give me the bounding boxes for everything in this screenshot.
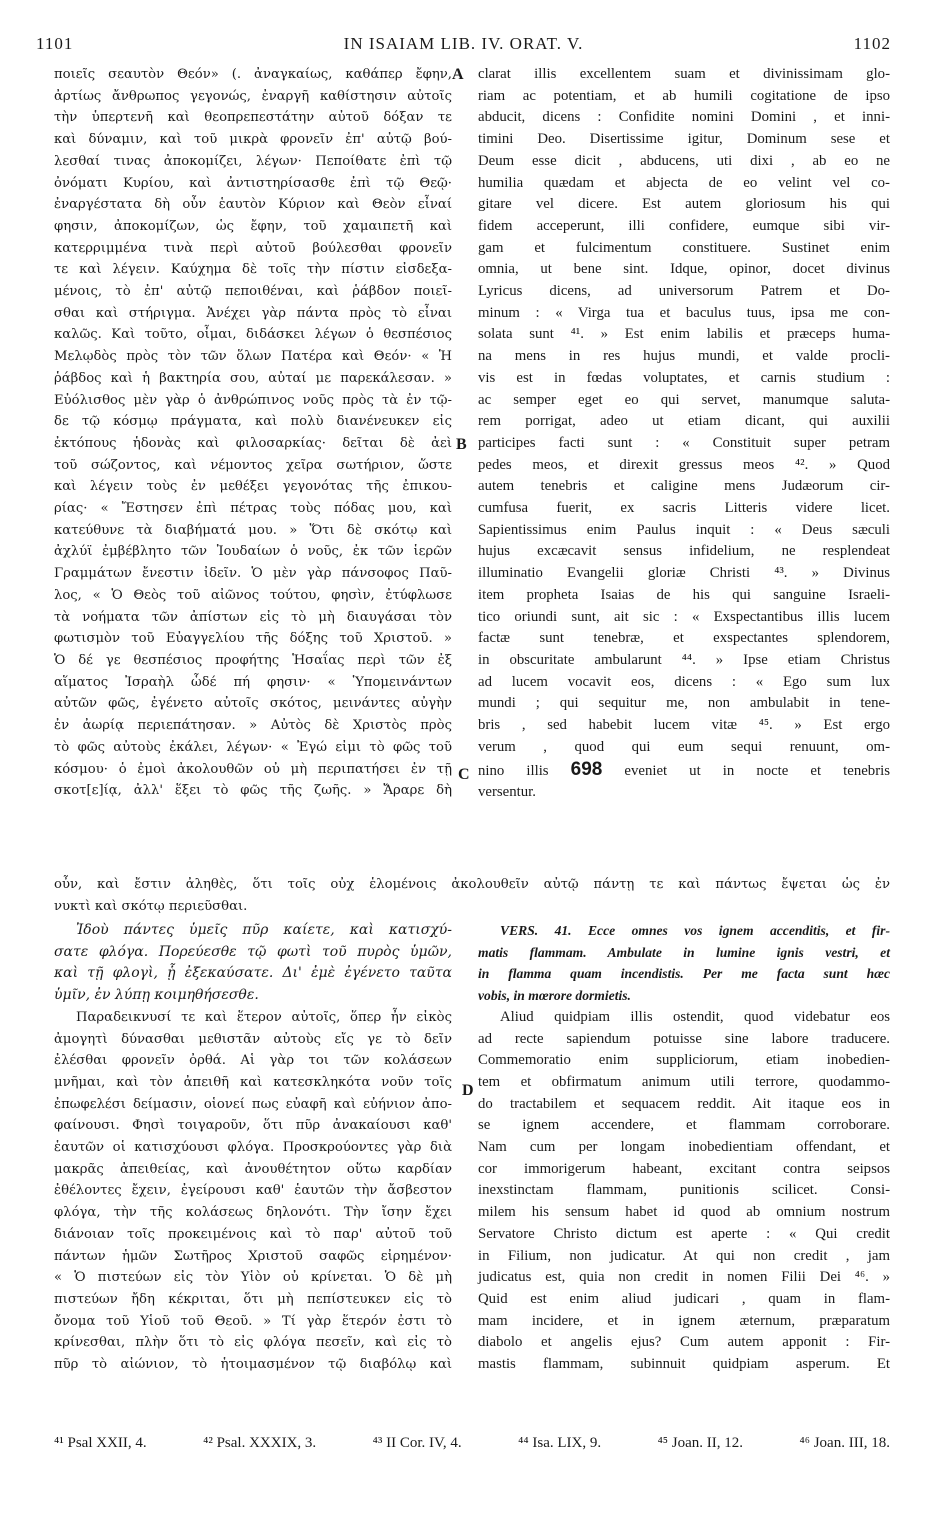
latin-line-12: minum : « Virga tua et baculus tuus, ipsa me con- [478,304,890,321]
greek-lower-line-14: πιστεύων ἤδη κέκριται, ὅτι μὴ πεπίστευκεν εἰς τὸ [54,1291,452,1307]
greek-line-6: ὀνόματι Κυρίου, καὶ ἀντιστηρίσασθε ἐπὶ τῷ Θεῷ· [54,175,452,191]
latin-line-20: autem tenebris et caligine mens Judæorum cir- [478,478,890,495]
greek-lower-line-5: ἐπωφελέσι δείμασιν, οἱονεί πως εὐαφῆ καὶ εὐήνιον ἀπο- [54,1096,452,1112]
greek-line-34: σκοτ[ε]ίᾳ, ἀλλ' ἕξει τὸ φῶς τῆς ζωῆς. » Ἄραρε δὴ [54,783,452,799]
greek-line-31: ἐν ἀωρίᾳ περιεπάτησαν. » Αὐτὸς δὲ Χριστὸς πρὸς [54,718,452,734]
latin-lower-line-4: tem et obfirmatum animum utili terrore, quodammo- [478,1073,890,1090]
latin-lower-line-6: se ignem accendere, et flammam corroborare. [478,1117,890,1134]
latin-verse-line-2: matis flammam. Ambulate in lumine ignis vestri, et [478,944,890,960]
greek-full-width [54,874,890,917]
latin-line-4: timini Deo. Disertissime igitur, Dominum sese et [478,131,890,148]
latin-fragment-before: nino illis [478,762,549,779]
greek-line-26: τὰ νοήματα τῶν ἀπίστων εἰς τὸ μὴ διαυγάσαι τὸν [54,609,452,625]
greek-full-line-1: οὖν, καὶ ἔστιν ἀληθὲς, ὅτι τοῖς οὐχ ἑλομένοις ἀκολουθεῖν αὐτῷ πάντῃ τε καὶ πάντως ἔψεται ὡς ἐν [54,877,890,892]
greek-line-33: κόσμου· ὁ ἐμοὶ ἀκολουθῶν οὐ μὴ περιπατήσει ἐν τῇ [54,761,452,777]
greek-line-16: Εὐόλισθος μὲν γὰρ ὁ ἀνθρώπινος νοῦς πρὸς τὰ ἐν τῷ- [54,392,452,408]
latin-line-5: Deum esse dicit , abducens, uti dixi , ab eo ne [478,152,890,169]
latin-line-24: illuminatio Evangelii gloriæ Christi ⁴³. » Divinus [478,565,890,582]
latin-lower-line-17: mastis flammam, subinnuit quidpiam asperum. Et [478,1356,890,1373]
latin-lines-lower [478,1007,890,1376]
latin-line-28: in obscuritate ambularunt ⁴⁴. » Ipse etiam Christus [478,651,890,668]
latin-line-32: verum , quod qui eum sequi renuunt, om- [478,738,890,755]
greek-lower-line-17: πῦρ τὸ αἰώνιον, τὸ ἡτοιμασμένον τῷ διαβόλῳ καὶ [54,1357,452,1373]
greek-line-12: σθαι καὶ στήριγμα. Ἀνέχει γὰρ πάντα πρὸς τὸ εἶναι [54,305,452,321]
latin-line-14: na mens in res hujus mundi, et valde procli- [478,348,890,365]
latin-line-6: humilia quædam et abjecta de eo velint vel co- [478,174,890,191]
section-marker-a: A [452,66,464,83]
latin-line-23: hujus excæcavit sensus infidelium, ne resplendeat [478,543,890,560]
greek-line-10: τε καὶ λέγειν. Καύχημα δὲ τοῖς τὴν πίστιν εἰσδεξα- [54,262,452,278]
greek-line-13: καλῶς. Καὶ τοῦτο, οἶμαι, διδάσκει λέγων ὁ θεσπέσιος [54,327,452,343]
greek-line-7: ἐναργέστατα δὴ οὖν ἑαυτὸν Κύριον καὶ Θεὸν εἶναί [54,197,452,213]
latin-fragment-after: eveniet ut in nocte et tenebris [624,762,890,779]
greek-line-20: καὶ λέγειν τοὺς ἐν μεθέξει γεγονότας τῆς ἐπικου- [54,479,452,495]
latin-line-9: gam et fulcimentum constituere. Sustinet enim [478,239,890,256]
greek-line-17: δε τῷ κόσμῳ πράγματα, καὶ πολὺ διανένευκεν εἰς [54,414,452,430]
latin-verse-line-3: in flamma quam incendistis. Per me facta sunt hæc [478,966,890,982]
greek-lower-line-16: κρίνεσθαι, πλὴν ὅτι τὸ εἰς φλόγα πεσεῖν, καὶ εἰς τὸ [54,1335,452,1351]
latin-line-29: ad lucem vocavit eos, dicens : « Ego sum lux [478,673,890,690]
running-title: IN ISAIAM LIB. IV. ORAT. V. [343,34,584,53]
greek-line-28: Ὁ δέ γε θεσπέσιος προφήτης Ἡσαΐας περὶ τῶν ἐξ [54,652,452,668]
greek-lower-line-9: ἐθέλοντες ἔχειν, ἐγείρουσι καθ' ἑαυτῶν τὴν ἄσβεστον [54,1183,452,1199]
latin-line-25: item propheta Isaias de his qui sanguine Israeli- [478,586,890,603]
greek-lines-upper [54,64,452,802]
latin-line-27: factæ sunt tenebræ, et exspectantes splendorem, [478,630,890,647]
greek-lower-line-1: Παραδεικνυσί τε καὶ ἕτερον αὐτοῖς, ὅπερ ἦν εἰκὸς [76,1009,452,1025]
greek-line-18: ἐκτόπους ἡδονὰς καὶ φιλοσαρκίας· δεῖται δὲ ἀεὶ [54,435,452,451]
latin-line-31: bris , sed habebit lucem vitæ ⁴⁵. » Est ergo [478,717,890,734]
latin-lower-line-11: Servatore Christo dictum est aperte : « Qui credit [478,1225,890,1242]
greek-full-line-2: νυκτὶ καὶ σκότῳ περιεῦσθαι. [54,898,248,914]
footnote-6: ⁴⁶ Joan. III, 18. [799,1435,890,1451]
greek-line-15: ῥάβδος καὶ ἡ βακτηρία σου, αὐταί με παρεκάλεσαν. » [54,370,452,386]
page-number-right: 1102 [853,34,891,53]
latin-line-15: vis est in fœdas voluptates, et carnis studium : [478,369,890,386]
footnote-5: ⁴⁵ Joan. II, 12. [657,1435,744,1451]
section-marker-d: D [462,1082,474,1099]
latin-verse-line-1: VERS. 41. Ecce omnes vos ignem accenditis, et fir- [500,923,890,938]
greek-line-5: λεσθαί τινας ἀποκομίζει, λέγων· Πεποίθατε ἐπὶ τῷ [54,153,452,169]
latin-lower-line-10: milem his sensum habet id quod ab omnium nostrum [478,1204,890,1221]
latin-line-8: fidem acceperunt, illi confidere, eumque sibi vir- [478,217,890,234]
latin-column-lower [478,920,890,1376]
running-header [36,34,891,56]
latin-line-16: ac semper eget eo qui servet, manumque saluta- [478,391,890,408]
latin-lower-line-9: inexstinctam flammam, punitionis scilicet. Consi- [478,1182,890,1199]
greek-lower-line-8: μακρᾶς ἀπειθείας, καὶ ἀνουθέτητον οὕτω καρδίαν [54,1161,452,1177]
greek-lower-line-13: « Ὁ πιστεύων εἰς τὸν Υἱὸν οὐ κρίνεται. Ὁ δὲ μὴ [54,1270,452,1286]
latin-line-22: Sapientissimus enim Paulus inquit : « Deus sæculi [478,521,890,538]
greek-lower-line-4: μνῆμαι, καὶ τὸν ἀπειθῆ καὶ κατεσκληκότα νοῦν τοῖς [54,1074,452,1090]
column-number: 698 [570,758,603,780]
greek-line-22: κατεύθυνε τὰ διαβήματά μου. » Ὅτι δὲ σκότῳ καὶ [54,522,452,538]
greek-line-19: τοῦ σώζοντος, καὶ νέμοντος χεῖρα σωτήριον, ὥστε [54,457,452,473]
greek-lower-line-7: ἑαυτῶν οἱ κατισχύουσι φλόγα. Προσκρούοντες γὰρ διὰ [54,1140,452,1156]
latin-line-11: Lyricus dicens, ad universorum Patrem et Do- [478,283,890,300]
greek-verse-heading [54,920,452,1007]
footnote-2: ⁴² Psal. XXXIX, 3. [203,1435,317,1451]
greek-line-14: Μελῳδὸς πρὸς τὸν τῶν ὅλων Πατέρα καὶ Θεόν· « Ἡ [54,349,452,365]
latin-line-19: pedes meos, et direxit gressus meos ⁴². » Quod [478,456,890,473]
latin-line-21: cumfusa fuerit, ex sacris Litteris videre licet. [478,500,890,517]
latin-lower-line-7: Nam cum per longam inobedientiam offendant, et [478,1139,890,1156]
greek-verse-line-1: Ἰδοὺ πάντες ὑμεῖς πῦρ καίετε, καὶ κατισχύ- [76,922,452,938]
latin-lower-line-2: ad recte sapiendum potuisse sine labore traducere. [478,1030,890,1047]
greek-line-9: κατερριμμένα τινὰ περὶ αὐτοῦ βούλεσθαι φρονεῖν [54,240,452,256]
greek-line-30: αὐτῶν φῶς, ἐγένετο αὐτοῖς σκότος, μεινάντες αὐγὴν [54,696,452,712]
greek-verse-line-2: σατε φλόγα. Πορεύεσθε τῷ φωτὶ τοῦ πυρὸς ὑμῶν, [54,943,452,960]
latin-lower-line-3: Commemoratio enim suppliciorum, etiam inobedien- [478,1052,890,1069]
latin-line-10: omnia, ut bene sint. Idque, opinor, docet divinus [478,261,890,278]
greek-line-11: μένοις, τὸ ἐπ' αὐτῷ πεποιθέναι, καὶ ῥάβδον ποιεῖ- [54,284,452,300]
latin-line-7: gitare vel dicere. Est autem gloriosum his qui [478,196,890,213]
latin-lower-line-16: diabolo et angelis ejus? Cum autem apponit : Fir- [478,1334,890,1351]
section-marker-c: C [458,766,470,783]
latin-line-13: solata sunt ⁴¹. » Est enim labilis et præceps huma- [478,326,890,343]
greek-column-lower [54,920,452,1376]
greek-lines-lower [54,1007,452,1376]
latin-verse-heading [478,920,890,1007]
latin-line-18: participes facti sunt : « Constituit super petram [478,434,890,451]
latin-line-column-number [478,759,890,783]
greek-line-3: τὴν ὑπερτενῆ καὶ θεοπρεπεστάτην αὐτοῦ δόξαν τε [54,110,452,126]
footnotes [54,1435,890,1452]
greek-line-25: λος, « Ὁ Θεὸς τοῦ αἰῶνος τούτου, φησὶν, ἐτύφλωσε [54,587,452,603]
latin-line-3: abducit, dicens : Confidite nomini Domini , et inni- [478,109,890,126]
greek-line-8: φησιν, ἀποκομίζων, ὡς ἔφην, τοῦ χαμαιπετῆ καὶ [54,218,452,234]
greek-verse-line-4: ὑμῖν, ἐν λύπῃ κοιμηθήσεσθε. [54,987,259,1004]
greek-lower-line-11: διάνοιαν τοῖς προκειμένοις καὶ τὸ παρ' αὐτοῦ τοῦ [54,1226,452,1242]
latin-line-end: versentur. [478,784,536,801]
latin-lower-line-13: judicatus est, quia non credit in nomen Filii Dei ⁴⁶. » [478,1269,890,1286]
latin-column-upper [478,64,890,804]
latin-verse-line-4: vobis, in mœrore dormietis. [478,988,631,1004]
latin-lower-line-1: Aliud quidpiam illis ostendit, quod videbatur eos [500,1008,890,1025]
latin-lower-line-8: cor immorigerum habeant, excitant contra seipsos [478,1160,890,1177]
greek-column-upper [54,64,452,802]
latin-lower-line-5: do tractabilem et sequacem reddit. Ait itaque eos in [478,1095,890,1112]
greek-verse-line-3: καὶ τῇ φλογὶ, ᾗ ἐξεκαύσατε. Δι' ἐμὲ ἐγένετο ταῦτα [54,965,452,982]
greek-lower-line-10: φλόγα, τὴν τῆς κολάσεως δηλονότι. Τὴν ἴσην ἔχει [54,1205,452,1221]
latin-line-1: clarat illis excellentem suam et divinissimam glo- [478,66,890,82]
greek-line-29: αἵματος Ἰσραὴλ ὧδέ πή φησιν· « Ὑπομεινάντων [54,674,452,690]
greek-line-4: καὶ δύναμιν, καὶ τοῦ μικρὰ φρονεῖν ἐπ' αὐτῷ βού- [54,132,452,148]
greek-line-32: τὸ φῶς αὐτοὺς ἐκάλει, λέγων· « Ἐγώ εἰμι τὸ φῶς τοῦ [54,739,452,755]
latin-line-2: riam ac potentiam, et ab humili cogitatione de ipso [478,87,890,104]
greek-line-24: Γραμμάτων ἔνεστιν ἰδεῖν. Ὁ μὲν γὰρ πάνσοφος Παῦ- [54,566,452,582]
greek-lower-line-12: πάντων ἡμῶν Σωτῆρος Χριστοῦ σαφῶς εἰρημένον· [54,1248,452,1264]
footnote-1: ⁴¹ Psal XXII, 4. [54,1435,147,1451]
greek-lower-line-15: ὄνομα τοῦ Υἱοῦ τοῦ Θεοῦ. » Τί γὰρ ἕτερόν ἐστι τὸ [54,1313,452,1329]
greek-line-21: ρίας· « Ἔστησεν ἐπὶ πέτρας τοὺς πόδας μου, καὶ [54,501,452,517]
latin-lower-line-12: in Filium, non judicatur. At qui non credit , jam [478,1247,890,1264]
section-marker-b: B [456,436,467,453]
latin-lines-upper [478,64,890,759]
greek-line-27: φωτισμὸν τοῦ Εὐαγγελίου τῆς δόξης τοῦ Χριστοῦ. » [54,631,452,647]
latin-lower-line-14: Quid est enim aliud judicari , quam in flam- [478,1290,890,1307]
greek-line-2: ἀρτίως ἄνθρωπος γεγονώς, ἐναργῆ καθίστησιν αὐτοῖς [54,88,452,104]
greek-lower-line-3: ἐλέσθαι φρονεῖν ὀρθά. Αἱ γὰρ τοι τῶν κολάσεων [54,1053,452,1069]
page-number-left: 1101 [36,34,74,53]
greek-line-1: ποιεῖς σεαυτὸν Θεόν» (. ἀναγκαίως, καθάπερ ἔφην, [54,67,452,82]
latin-line-17: rem porrigat, adeo ut etiam dicant, qui auxilii [478,413,890,430]
greek-line-23: ἀχλύϊ ἐμβέβλητο τῶν Ἰουδαίων ὁ νοῦς, ἐκ τῶν ἱερῶν [54,544,452,560]
footnote-3: ⁴³ II Cor. IV, 4. [372,1435,462,1451]
latin-line-26: tico oriundi sunt, ait sic : « Exspectantibus illis lucem [478,608,890,625]
latin-lower-line-15: mam incidere, et in ignem æternum, præparatum [478,1312,890,1329]
footnote-4: ⁴⁴ Isa. LIX, 9. [518,1435,602,1451]
greek-lower-line-2: ἀμογητὶ δύνασθαι μεθιστᾶν αὐτοὺς εἴς γε τὸ δεῖν [54,1031,452,1047]
latin-line-30: mundi ; qui sequitur me, non ambulabit in tene- [478,695,890,712]
greek-lower-line-6: φαίνουσι. Φησὶ τοιγαροῦν, ὅτι πῦρ ἀνακαίουσι καθ' [54,1118,452,1134]
